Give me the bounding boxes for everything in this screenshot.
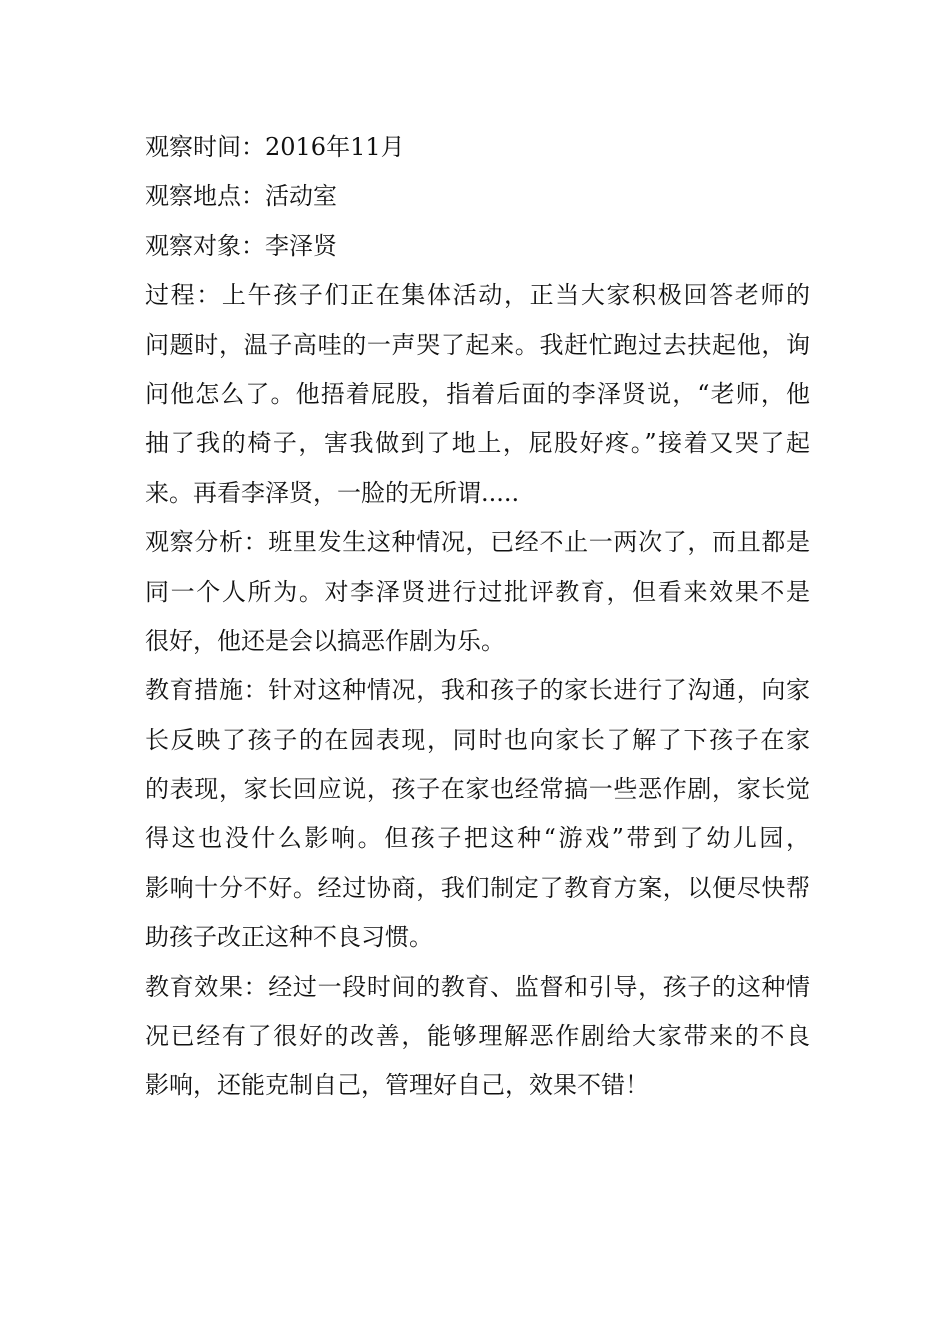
- analysis-line-1: 观察分析：班里发生这种情况，已经不止一两次了，而且都是: [145, 528, 810, 557]
- document-body: [145, 123, 810, 1111]
- measures-line-5: 影响十分不好。经过协商，我们制定了教育方案，以便尽快帮: [145, 873, 810, 902]
- effect-line-1: 教育效果：经过一段时间的教育、监督和引导，孩子的这种情: [145, 972, 810, 1001]
- process-line-3: 问他怎么了。他捂着屁股，指着后面的李泽贤说，“老师，他: [145, 379, 810, 408]
- measures-line-3: 的表现，家长回应说，孩子在家也经常搞一些恶作剧，家长觉: [145, 775, 810, 804]
- observation-subject: 观察对象：李泽贤: [145, 231, 337, 260]
- measures-line-4: 得这也没什么影响。但孩子把这种“游戏”带到了幼儿园，: [145, 824, 810, 853]
- process-line-1: 过程：上午孩子们正在集体活动，正当大家积极回答老师的: [145, 281, 810, 310]
- process-line-2: 问题时，温子高哇的一声哭了起来。我赶忙跑过去扶起他，询: [145, 330, 810, 359]
- process-line-5: 来。再看李泽贤，一脸的无所谓.....: [145, 478, 520, 507]
- observation-location: 观察地点：活动室: [145, 182, 337, 211]
- measures-line-1: 教育措施：针对这种情况，我和孩子的家长进行了沟通，向家: [145, 676, 810, 705]
- effect-line-2: 况已经有了很好的改善，能够理解恶作剧给大家带来的不良: [145, 1022, 810, 1051]
- observation-time: 观察时间：2016年11月: [145, 133, 405, 161]
- measures-line-2: 长反映了孩子的在园表现，同时也向家长了解了下孩子在家: [145, 725, 810, 754]
- process-line-4: 抽了我的椅子，害我做到了地上，屁股好疼。”接着又哭了起: [145, 429, 810, 458]
- effect-line-3: 影响，还能克制自己，管理好自己，效果不错！: [145, 1071, 649, 1100]
- analysis-line-2: 同一个人所为。对李泽贤进行过批评教育，但看来效果不是: [145, 577, 810, 606]
- measures-line-6: 助孩子改正这种不良习惯。: [145, 923, 433, 952]
- analysis-line-3: 很好，他还是会以搞恶作剧为乐。: [145, 626, 505, 655]
